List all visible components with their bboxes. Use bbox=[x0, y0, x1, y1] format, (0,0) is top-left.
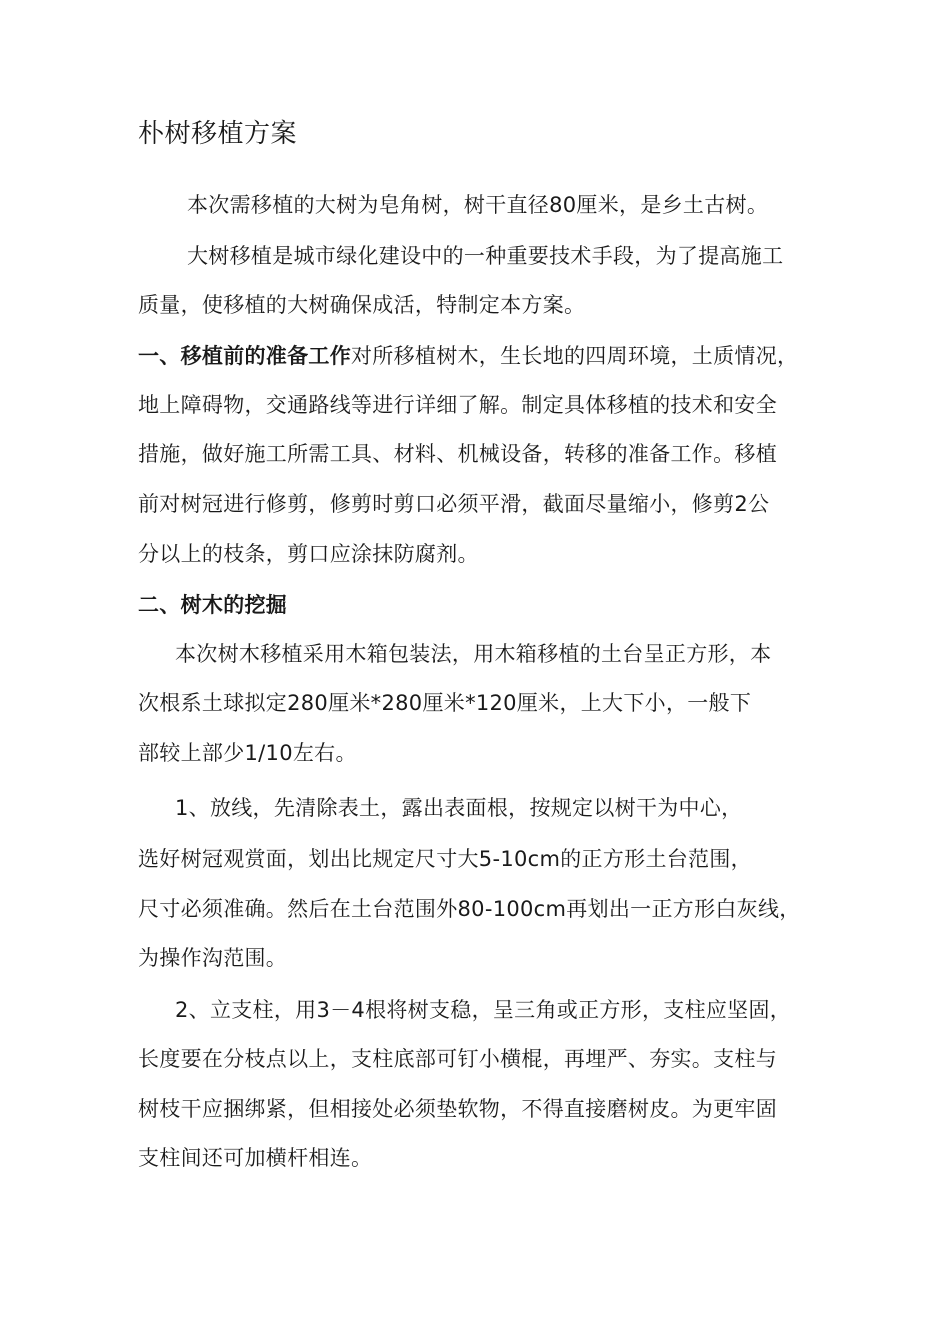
item-2-line-2: 长度要在分枝点以上，支柱底部可钉小横棍，再埋严、夯实。支柱与 bbox=[138, 1047, 777, 1071]
section-1-line-1 bbox=[138, 342, 798, 370]
item-2-line-3: 树枝干应捆绑紧，但相接处必须垫软物，不得直接磨树皮。为更牢固 bbox=[138, 1097, 777, 1121]
section-1-line-3: 措施，做好施工所需工具、材料、机械设备，转移的准备工作。移植 bbox=[138, 442, 777, 466]
section-1-line-2: 地上障碍物，交通路线等进行详细了解。制定具体移植的技术和安全 bbox=[138, 393, 777, 417]
section-2-paragraph-line-1: 本次树木移植采用木箱包装法，用木箱移植的土台呈正方形，本 bbox=[175, 642, 772, 666]
section-1-text: 对所移植树木，生长地的四周环境，土质情况， bbox=[351, 344, 799, 368]
section-1-line-5: 分以上的枝条，剪口应涂抹防腐剂。 bbox=[138, 542, 479, 566]
item-1-line-3: 尺寸必须准确。然后在土台范围外80-100cm再划出一正方形白灰线， bbox=[138, 897, 801, 921]
intro-paragraph-1: 本次需移植的大树为皂角树，树干直径80厘米，是乡土古树。 bbox=[187, 193, 769, 217]
document-title: 朴树移植方案 bbox=[138, 119, 298, 149]
section-2-paragraph-line-2: 次根系土球拟定280厘米*280厘米*120厘米，上大下小，一般下 bbox=[138, 691, 752, 715]
item-2-line-4: 支柱间还可加横杆相连。 bbox=[138, 1146, 373, 1170]
intro-paragraph-2-line-1: 大树移植是城市绿化建设中的一种重要技术手段，为了提高施工 bbox=[187, 244, 784, 268]
section-2-heading: 二、树木的挖掘 bbox=[138, 593, 288, 617]
section-1-line-4: 前对树冠进行修剪，修剪时剪口必须平滑，截面尽量缩小，修剪2公 bbox=[138, 492, 770, 516]
section-1-heading: 一、移植前的准备工作 bbox=[138, 344, 351, 368]
item-2-line-1: 2、立支柱，用3－4根将树支稳，呈三角或正方形，支柱应坚固， bbox=[175, 998, 792, 1022]
section-2-paragraph-line-3: 部较上部少1/10左右。 bbox=[138, 741, 357, 765]
intro-paragraph-2-line-2: 质量，使移植的大树确保成活，特制定本方案。 bbox=[138, 293, 586, 317]
item-1-line-4: 为操作沟范围。 bbox=[138, 946, 288, 970]
item-1-line-1: 1、放线，先清除表土，露出表面根，按规定以树干为中心， bbox=[175, 796, 743, 820]
item-1-line-2: 选好树冠观赏面，划出比规定尺寸大5-10cm的正方形土台范围， bbox=[138, 847, 752, 871]
